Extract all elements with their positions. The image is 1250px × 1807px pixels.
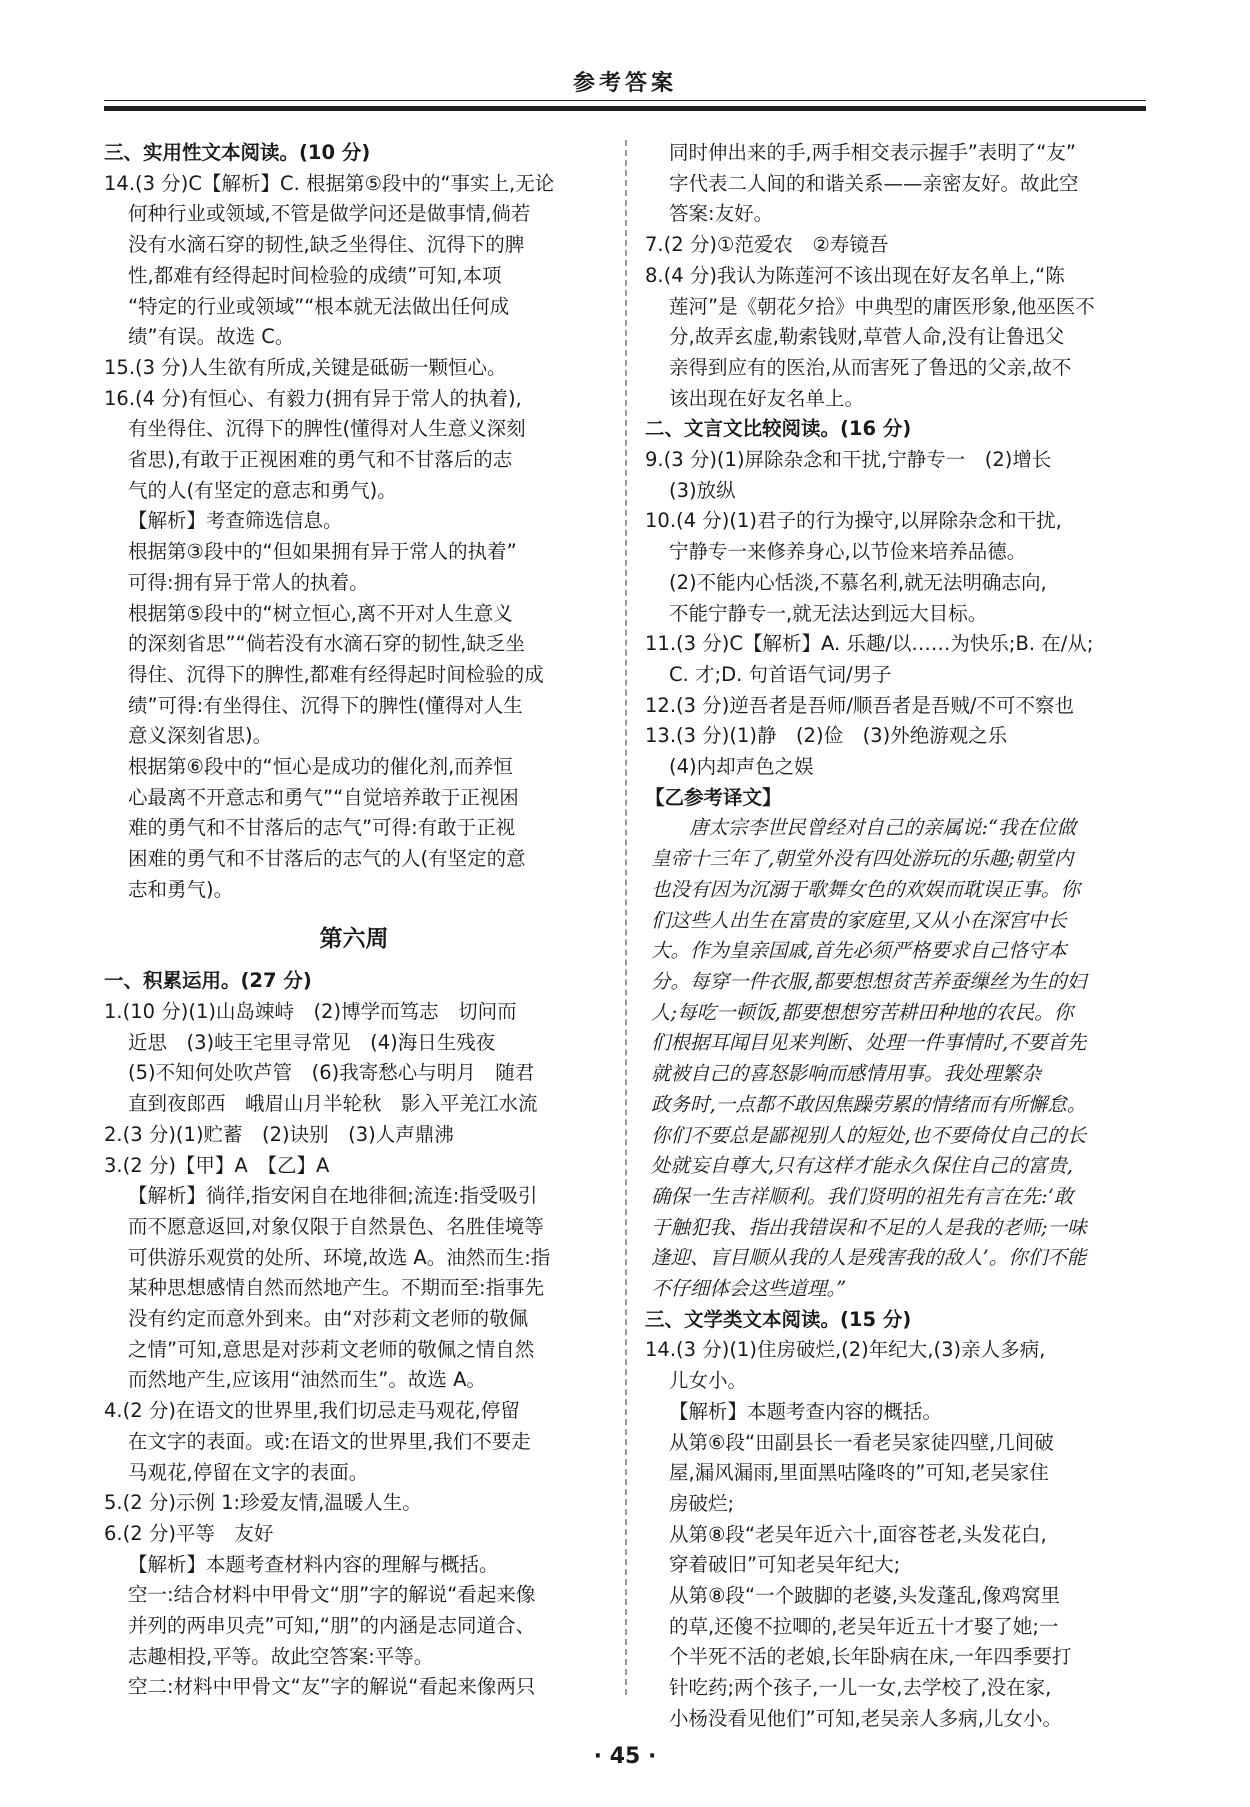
- answer-line: 14.(3 分)C【解析】C. 根据第⑤段中的“事实上,无论: [104, 171, 555, 195]
- answer-line: 8.(4 分)我认为陈莲河不该出现在好友名单上,“陈: [645, 263, 1065, 287]
- answer-line: 而然地产生,应该用“油然而生”。故选 A。: [128, 1368, 486, 1392]
- translation-line: 就被自己的喜怒影响而感情用事。我处理繁杂: [651, 1062, 1042, 1086]
- answer-line: 性,都难有经得起时间检验的成绩”可知,本项: [128, 263, 502, 287]
- answer-line: 同时伸出来的手,两手相交表示握手”表明了“友”: [669, 141, 1077, 164]
- answer-line: 个半死不活的老娘,长年卧病在床,一年四季要打: [669, 1645, 1072, 1669]
- answer-line: 的草,还傻不拉唧的,老吴年近五十才娶了她;一: [669, 1614, 1059, 1638]
- left-column: [104, 138, 604, 1703]
- answer-line: 11.(3 分)C【解析】A. 乐趣/以……为快乐;B. 在/从;: [645, 632, 1094, 656]
- answer-line: 答案:友好。: [669, 202, 774, 226]
- answer-line: (5)不知何处吹芦管 (6)我寄愁心与明月 随君: [128, 1061, 535, 1085]
- answer-line: 某种思想感情自然而然地产生。不期而至:指事先: [128, 1276, 545, 1300]
- answer-line: 小杨没看见他们”可知,老吴亲人多病,儿女小。: [669, 1706, 1062, 1730]
- answer-line: 马观花,停留在文字的表面。: [128, 1460, 369, 1484]
- answer-line: 14.(3 分)(1)住房破烂,(2)年纪大,(3)亲人多病,: [645, 1338, 1046, 1362]
- answer-line: 从第⑥段“田副县长一看老吴家徒四壁,几间破: [669, 1430, 1054, 1454]
- answer-line: 【解析】徜徉,指安闲自在地徘徊;流连:指受吸引: [128, 1184, 538, 1208]
- answer-line: C. 才;D. 句首语气词/男子: [669, 662, 892, 686]
- answer-line: 得住、沉得下的脾性,都难有经得起时间检验的成: [128, 662, 544, 686]
- answer-line: 该出现在好友名单上。: [669, 386, 865, 410]
- answer-line: 从第⑧段“一个跛脚的老婆,头发蓬乱,像鸡窝里: [669, 1584, 1060, 1608]
- translation-line: 确保一生吉祥顺利。我们贤明的祖先有言在先:‘敢: [651, 1184, 1074, 1208]
- answer-line: 儿女小。: [669, 1369, 748, 1393]
- answer-line: 没有水滴石穿的韧性,缺乏坐得住、沉得下的脾: [128, 233, 525, 257]
- answer-line: 气的人(有坚定的意志和勇气)。: [128, 478, 397, 502]
- answer-line: 困难的勇气和不甘落后的志气的人(有坚定的意: [128, 847, 526, 871]
- answer-line: 分,故弄玄虚,勒索钱财,草菅人命,没有让鲁迅父: [669, 325, 1065, 349]
- section-heading: 三、文学类文本阅读。(15 分): [645, 1307, 912, 1331]
- answer-line: 【解析】本题考查材料内容的理解与概括。: [128, 1552, 499, 1576]
- answer-line: 空一:结合材料中甲骨文“朋”字的解说“看起来像: [128, 1583, 536, 1607]
- answer-line: 【解析】考查筛选信息。: [128, 509, 343, 533]
- translation-line: 们这些人出生在富贵的家庭里,又从小在深宫中长: [651, 908, 1067, 932]
- answer-line: (3)放纵: [669, 478, 736, 502]
- answer-line: 2.(3 分)(1)贮蓄 (2)诀别 (3)人声鼎沸: [104, 1122, 454, 1146]
- translation-line: 分。每穿一件衣服,都要想想贫苦养蚕缫丝为生的妇: [651, 969, 1087, 993]
- translation-line: 于触犯我、指出我错误和不足的人是我的老师;一味: [651, 1215, 1087, 1239]
- translation-line: 政务时,一点都不敢因焦躁劳累的情绪而有所懈怠。: [651, 1092, 1087, 1116]
- translation-line: 唐太宗李世民曾经对自己的亲属说:“我在位做: [689, 816, 1077, 840]
- answer-line: 何种行业或领域,不管是做学问还是做事情,倘若: [128, 202, 531, 226]
- translation-line: 逢迎、盲目顺从我的人是残害我的敌人’。你们不能: [651, 1246, 1087, 1270]
- answer-line: 4.(2 分)在语文的世界里,我们切忌走马观花,停留: [104, 1399, 520, 1423]
- answer-line: “特定的行业或领域”“根本就无法做出任何成: [128, 294, 510, 318]
- answer-line: 绩”有误。故选 C。: [128, 325, 295, 349]
- answer-line: 根据第⑤段中的“树立恒心,离不开对人生意义: [128, 601, 513, 625]
- answer-line: 省思),有敢于正视困难的勇气和不甘落后的志: [128, 448, 513, 472]
- answer-line: (4)内却声色之娱: [669, 755, 814, 779]
- answer-line: 有坐得住、沉得下的脾性(懂得对人生意义深刻: [128, 417, 526, 441]
- answer-line: 直到夜郎西 峨眉山月半轮秋 影入平羌江水流: [128, 1092, 538, 1116]
- answer-line: 莲河”是《朝花夕拾》中典型的庸医形象,他巫医不: [669, 294, 1095, 318]
- section-heading: 二、文言文比较阅读。(16 分): [645, 417, 912, 441]
- answer-line: 根据第⑥段中的“恒心是成功的催化剂,而养恒: [128, 755, 513, 779]
- answer-line: 3.(2 分)【甲】A 【乙】A: [104, 1153, 330, 1177]
- answer-line: 心最离不开意志和勇气”“自觉培养敢于正视困: [128, 785, 519, 809]
- answer-line: 宁静专一来修养身心,以节俭来培养品德。: [669, 540, 1027, 564]
- answer-line: 字代表二人间的和谐关系——亲密友好。故此空: [669, 171, 1079, 195]
- answer-line: 志趣相投,平等。故此空答案:平等。: [128, 1644, 434, 1668]
- week-title: 第六周: [319, 925, 389, 952]
- answer-line: 并列的两串贝壳”可知,“朋”的内涵是志同道合、: [128, 1614, 536, 1638]
- answer-line: 【解析】本题考查内容的概括。: [669, 1399, 943, 1423]
- translation-line: 不仔细体会这些道理。”: [651, 1277, 847, 1301]
- translation-line: 皇帝十三年了,朝堂外没有四处游玩的乐趣;朝堂内: [651, 847, 1074, 871]
- answer-line: 而不愿意返回,对象仅限于自然景色、名胜佳境等: [128, 1214, 544, 1238]
- answer-line: 意义深刻省思)。: [128, 724, 273, 748]
- answer-line: 10.(4 分)(1)君子的行为操守,以屏除杂念和干扰,: [645, 509, 1062, 533]
- section-heading: 【乙参考译文】: [645, 785, 782, 809]
- answer-line: 16.(4 分)有恒心、有毅力(拥有异于常人的执着),: [104, 386, 522, 410]
- answer-line: 6.(2 分)平等 友好: [104, 1521, 274, 1545]
- answer-line: 不能宁静专一,就无法达到远大目标。: [669, 601, 988, 625]
- answer-line: 近思 (3)岐王宅里寻常见 (4)海日生残夜: [128, 1030, 496, 1054]
- right-column: [645, 138, 1145, 1735]
- answer-line: 房破烂;: [669, 1491, 735, 1515]
- page-number: · 45 ·: [593, 1744, 657, 1769]
- page-header-title: 参考答案: [572, 71, 677, 96]
- translation-line: 大。作为皇亲国戚,首先必须严格要求自己恪守本: [651, 939, 1067, 963]
- answer-line: 12.(3 分)逆吾者是吾师/顺吾者是吾贼/不可不察也: [645, 693, 1074, 717]
- header-rule-thick: [104, 106, 1146, 111]
- header-rule-thin: [104, 100, 1146, 101]
- answer-line: (2)不能内心恬淡,不慕名利,就无法明确志向,: [669, 570, 1047, 594]
- answer-line: 没有约定而意外到来。由“对莎莉文老师的敬佩: [128, 1307, 529, 1331]
- answer-line: 穿着破旧”可知老吴年纪大;: [669, 1553, 901, 1577]
- translation-line: 你们不要总是鄙视别人的短处,也不要倚仗自己的长: [651, 1123, 1087, 1147]
- answer-line: 绩”可得:有坐得住、沉得下的脾性(懂得对人生: [128, 693, 523, 717]
- translation-line: 人;每吃一顿饭,都要想想穷苦耕田种地的农民。你: [651, 1000, 1074, 1024]
- translation-line: 也没有因为沉溺于歌舞女色的欢娱而耽误正事。你: [651, 877, 1081, 901]
- answer-line: 1.(10 分)(1)山岛竦峙 (2)博学而笃志 切问而: [104, 999, 517, 1023]
- answer-line: 难的勇气和不甘落后的志气”可得:有敢于正视: [128, 816, 516, 840]
- answer-line: 之情”可知,意思是对莎莉文老师的敬佩之情自然: [128, 1337, 535, 1361]
- answer-line: 可供游乐观赏的处所、环境,故选 A。油然而生:指: [128, 1245, 551, 1269]
- answer-line: 志和勇气)。: [128, 877, 234, 901]
- answer-line: 15.(3 分)人生欲有所成,关键是砥砺一颗恒心。: [104, 355, 507, 379]
- answer-line: 13.(3 分)(1)静 (2)俭 (3)外绝游观之乐: [645, 724, 1008, 748]
- answer-line: 可得:拥有异于常人的执着。: [128, 570, 369, 594]
- section-heading: 三、实用性文本阅读。(10 分): [104, 141, 371, 164]
- answer-line: 根据第③段中的“但如果拥有异于常人的执着”: [128, 540, 517, 564]
- answer-line: 从第⑧段“老吴年近六十,面容苍老,头发花白,: [669, 1522, 1047, 1546]
- answer-line: 针吃药;两个孩子,一儿一女,去学校了,没在家,: [669, 1676, 1052, 1700]
- answer-line: 5.(2 分)示例 1:珍爱友情,温暖人生。: [104, 1491, 422, 1515]
- answer-line: 空二:材料中甲骨文“友”字的解说“看起来像两只: [128, 1675, 536, 1699]
- translation-line: 们根据耳闻目见来判断、处理一件事情时,不要首先: [651, 1031, 1087, 1055]
- answer-line: 屋,漏风漏雨,里面黑咕隆咚的”可知,老吴家住: [669, 1461, 1049, 1485]
- translation-line: 处就妄自尊大,只有这样才能永久保住自己的富贵,: [651, 1154, 1073, 1178]
- column-divider: [625, 140, 627, 1695]
- section-heading: 一、积累运用。(27 分): [104, 969, 312, 993]
- answer-line: 9.(3 分)(1)屏除杂念和干扰,宁静专一 (2)增长: [645, 448, 1052, 472]
- answer-line: 在文字的表面。或:在语文的世界里,我们不要走: [128, 1429, 531, 1453]
- answer-line: 7.(2 分)①范爱农 ②寿镜吾: [645, 233, 889, 257]
- answer-line: 亲得到应有的医治,从而害死了鲁迅的父亲,故不: [669, 355, 1072, 379]
- answer-line: 的深刻省思”“倘若没有水滴石穿的韧性,缺乏坐: [128, 632, 525, 656]
